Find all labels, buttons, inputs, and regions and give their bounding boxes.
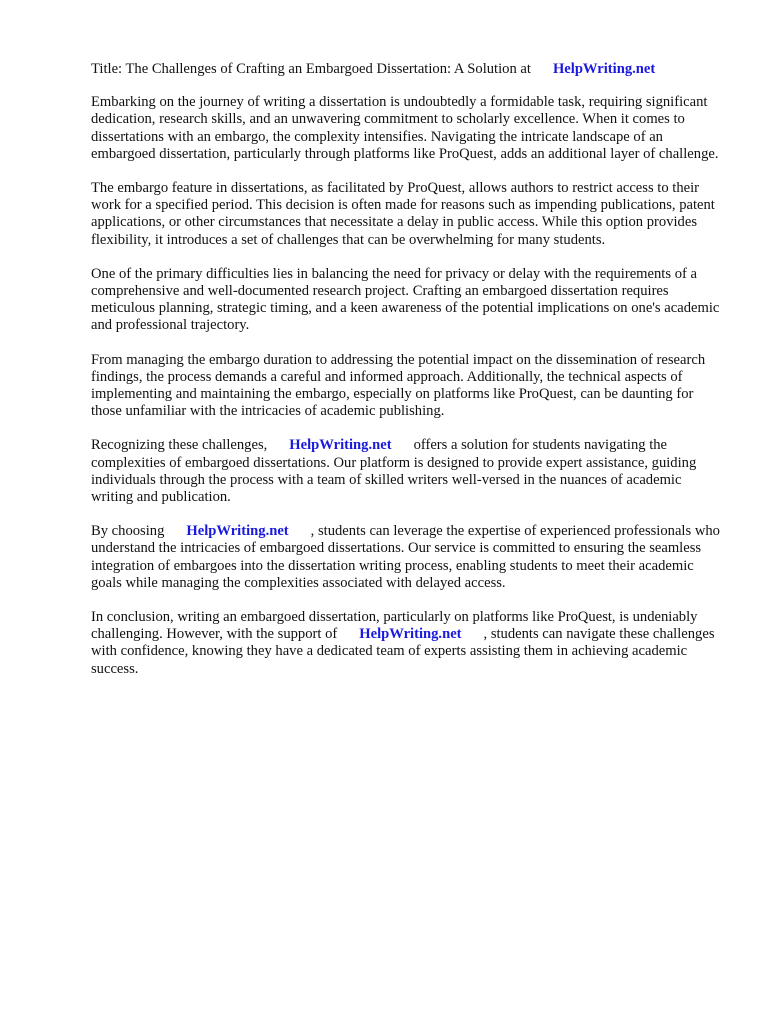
helpwriting-link[interactable]: HelpWriting.net [289,437,392,454]
paragraph-5 [91,437,721,506]
paragraph-5-text-before: Recognizing these challenges, [91,437,268,454]
paragraph-6 [91,523,721,592]
document-page [91,61,721,695]
helpwriting-link[interactable]: HelpWriting.net [186,523,289,540]
title-text: Title: The Challenges of Crafting an Embargoed Dissertation: A Solution at [91,61,531,77]
paragraph-7-text-after: , students can navigate these challenges with confidence, knowing they have a dedicated team of experts assisting them in achieving academic success. [91,626,715,677]
paragraph-5-text-after: offers a solution for students navigating the complexities of embargoed dissertations. Our platform is designed to provide expert assistance, guiding individuals through the process with a team of skilled writers well-versed in the nuances of academic writing and publication. [91,437,697,506]
paragraph-4: From managing the embargo duration to addressing the potential impact on the dissemination of research findings, the process demands a careful and informed approach. Additionally, the technical aspects of implementing and maintaining the embargo, especially on platforms like ProQuest, can be daunting for those unfamiliar with the intricacies of academic publishing. [91,351,706,420]
document-title [91,61,721,78]
paragraph-6-text-before: By choosing [91,523,165,540]
helpwriting-link[interactable]: HelpWriting.net [359,626,462,643]
paragraph-1: Embarking on the journey of writing a dissertation is undoubtedly a formidable task, requiring significant dedication, research skills, and an unwavering commitment to scholarly excellence. When it comes to dissertations with an embargo, the complexity intensifies. Navigating the intricate landscape of an embargoed dissertation, particularly through platforms like ProQuest, adds an additional layer of challenge. [91,94,719,162]
helpwriting-link[interactable]: HelpWriting.net [552,61,656,77]
paragraph-3: One of the primary difficulties lies in balancing the need for privacy or delay with the requirements of a comprehensive and well-documented research project. Crafting an embargoed dissertation requires meticulous planning, strategic timing, and a keen awareness of the potential implications on one's academic and professional trajectory. [91,265,720,334]
paragraph-2: The embargo feature in dissertations, as facilitated by ProQuest, allows authors to restrict access to their work for a specified period. This decision is often made for reasons such as impending publications, patent applications, or other circumstances that necessitate a delay in public access. While this option provides flexibility, it introduces a set of challenges that can be overwhelming for many students. [91,180,715,248]
paragraph-7-text-before: In conclusion, writing an embargoed dissertation, particularly on platforms like ProQuest, is undeniably challenging. However, with the support of [91,609,698,643]
paragraph-7 [91,609,721,678]
paragraph-6-text-after: , students can leverage the expertise of experienced professionals who understand the intricacies of embargoed dissertations. Our service is committed to ensuring the seamless integration of embargoes into the dissertation writing process, enabling students to meet their academic goals while managing the complexities associated with delayed access. [91,523,720,591]
